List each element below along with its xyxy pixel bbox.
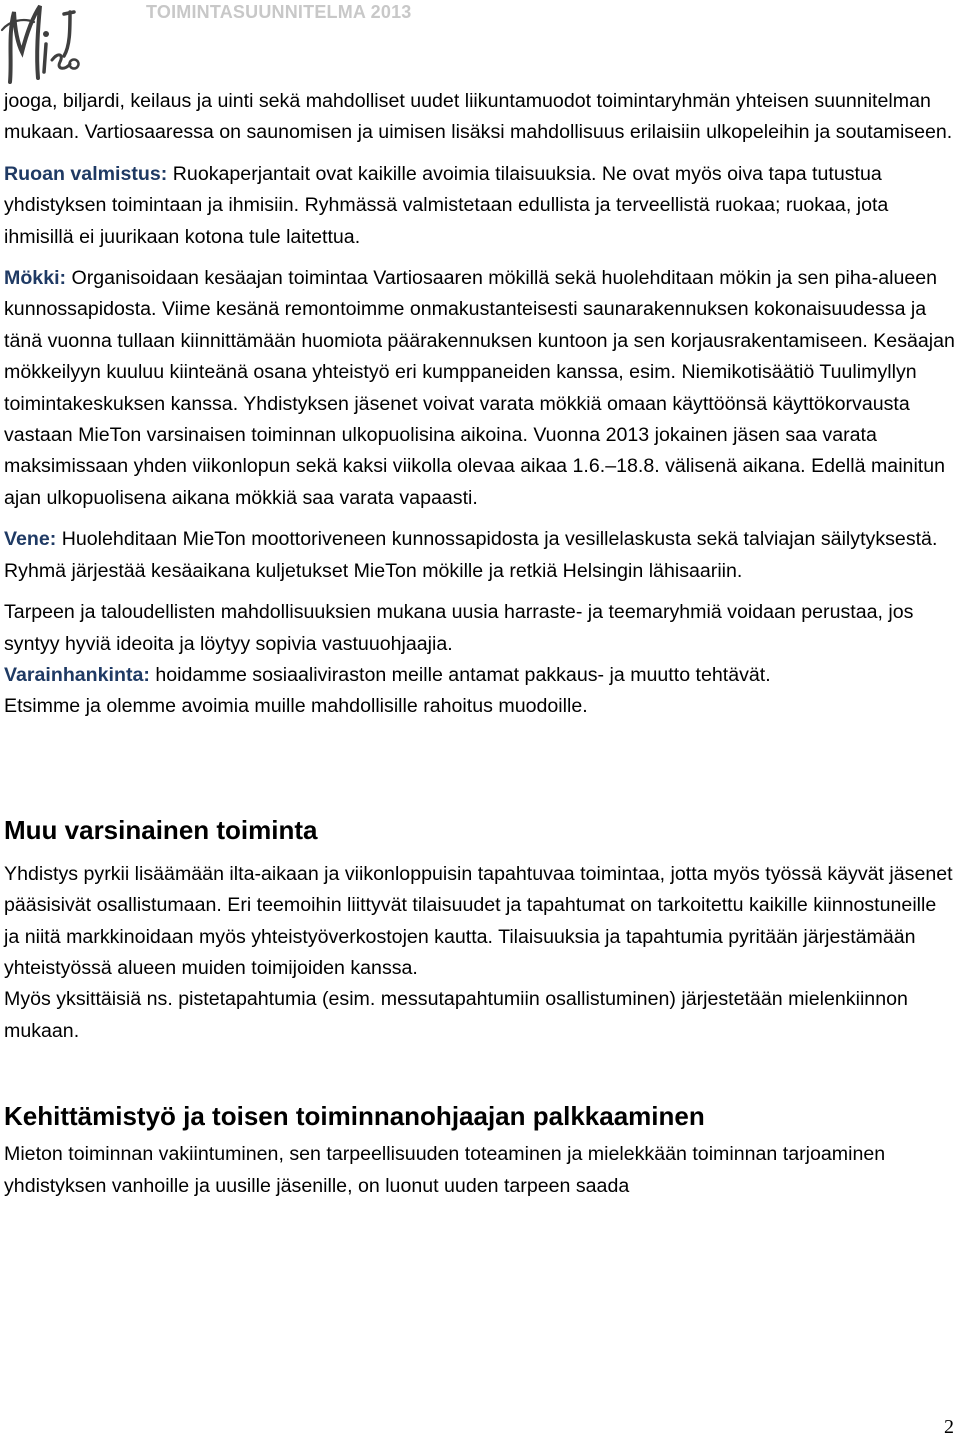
paragraph-varainhankinta	[4, 660, 956, 691]
paragraph-activities: jooga, biljardi, keilaus ja uinti sekä mahdolliset uudet liikuntamuodot toimintaryhmän yhteisen suunnitelman mukaan. Vartiosaaressa on saunomisen ja uimisen lisäksi mahdollisuus erilaisiin ulkopeleihin ja soutamiseen.	[4, 90, 953, 144]
mokki-label: Mökki:	[4, 267, 67, 290]
paragraph-ruoan	[4, 159, 956, 253]
paragraph-kehittamistyo: Mieton toiminnan vakiintuminen, sen tarpeellisuuden toteaminen ja mielekkään toiminnan tarjoaminen yhdistyksen vanhoille ja uusille jäsenille, on luonut uuden tarpeen saada	[4, 1143, 886, 1197]
document-body	[4, 86, 956, 1202]
varainhankinta-label: Varainhankinta:	[4, 663, 150, 686]
ruoan-text: Ruokaperjantait ovat kaikille avoimia tilaisuuksia. Ne ovat myös oiva tapa tutustua yhdistyksen toimintaan ja ihmisiin. Ryhmässä valmistetaan edullista ja terveellistä ruokaa; ruokaa, jota ihmisillä ei juurikaan kotona tule laitettua.	[4, 162, 889, 248]
paragraph-pistetapahtumat: Myös yksittäisiä ns. pistetapahtumia (esim. messutapahtumiin osallistuminen) järjestetään mielenkiinnon mukaan.	[4, 988, 908, 1042]
page-number: 2	[944, 1416, 954, 1438]
heading-kehittamistyo: Kehittämistyö ja toisen toiminnanohjaajan palkkaaminen	[4, 1101, 705, 1132]
mieto-logo	[0, 0, 80, 86]
vene-text: Huolehditaan MieTon moottoriveneen kunnossapidosta ja vesillelaskusta sekä talviajan säilytyksestä. Ryhmä järjestää kesäaikana kuljetukset MieTon mökille ja retkiä Helsingin lähisaariin.	[4, 528, 938, 582]
paragraph-etsimme: Etsimme ja olemme avoimia muille mahdollisille rahoitus muodoille.	[4, 695, 588, 718]
varainhankinta-text: hoidamme sosiaaliviraston meille antamat pakkaus- ja muutto tehtävät.	[149, 663, 771, 686]
vene-label: Vene:	[4, 528, 57, 551]
mieto-logo-graphic	[0, 0, 80, 86]
document-header-title: TOIMINTASUUNNITELMA 2013	[146, 2, 412, 22]
heading-muu-toiminta: Muu varsinainen toiminta	[4, 814, 318, 845]
paragraph-vene	[4, 524, 956, 587]
paragraph-muu-toiminta: Yhdistys pyrkii lisäämään ilta-aikaan ja viikonloppuisin tapahtuvaa toimintaa, jotta myös työssä käyvät jäsenet pääsisivät osallistumaan. Eri teemoihin liittyvät tilaisuudet ja tapahtumat on tarkoitettu kaikille kiinnostuneille ja niitä markkinoidaan myös yhteistyöverkostojen kautta. Tilaisuuksia ja tapahtumia pyritään järjestämään yhteistyössä alueen muiden toimijoiden kanssa.	[4, 862, 953, 979]
paragraph-mokki	[4, 263, 956, 514]
mokki-text: Organisoidaan kesäajan toimintaa Vartiosaaren mökillä sekä huolehditaan mökin ja sen piha-alueen kunnossapidosta. Viime kesänä remontoimme onmakustanteisesti saunarakennuksen kokonaisuudessa ja tänä vuonna tullaan kiinnittämään huomiota päärakennuksen kuntoon ja sen korjausrakentamiseen. Kesäajan mökkeilyyn kuuluu kiinteänä osana yhteistyö eri kumppaneiden kanssa, esim. Niemikotisäätiö Tuulimyllyn toimintakeskuksen kanssa. Yhdistyksen jäsenet voivat varata mökkiä omaan käyttöönsä käyttökorvausta vastaan MieTon varsinaisen toiminnan ulkopuolisina aikoina. Vuonna 2013 jokainen jäsen saa varata maksimissaan yhden viikonlopun sekä kaksi viikolla olevaa aikaa 1.6.–18.8. välisenä aikana. Edellä mainitun ajan ulkopuolisena aikana mökkiä saa varata vapaasti.	[4, 267, 955, 509]
ruoan-label: Ruoan valmistus:	[4, 162, 168, 185]
paragraph-tarpeen: Tarpeen ja taloudellisten mahdollisuuksien mukana uusia harraste- ja teemaryhmiä voidaan perustaa, jos syntyy hyviä ideoita ja löytyy sopivia vastuuohjaajia.	[4, 601, 914, 655]
